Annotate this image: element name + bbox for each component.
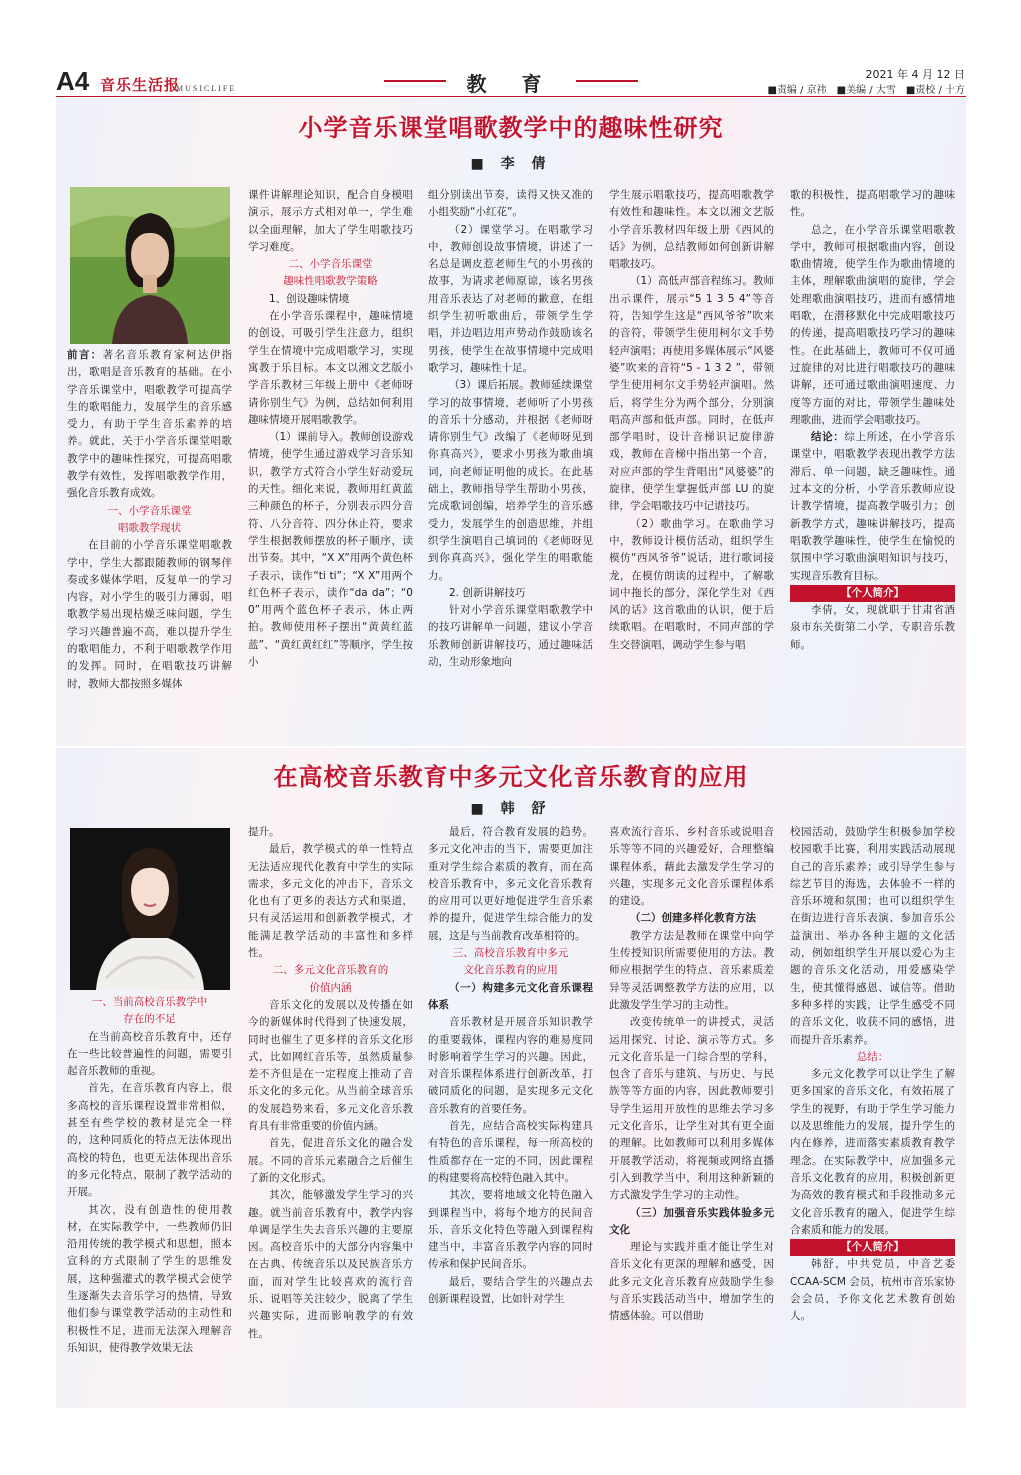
author-photo-han-shu [70,828,230,990]
paragraph: 音乐文化的发展以及传播在如今的新媒体时代得到了快速发展，同时也催生了更多样的音乐文化形式，比如网红音乐等，虽然质量参差不齐但是在一定程度上推动了音乐文化的多元化。从当前全球音乐的发展趋势来看，多元文化音乐教育具有非常重要的价值内涵。 [248,998,413,1133]
conclusion-label: 结论： [811,431,845,444]
paragraph: 总之，在小学音乐课堂唱歌教学中，教师可根据歌曲内容，创设歌曲情境，使学生作为歌曲情境的主体，理解歌曲演唱的旋律，学会处理歌曲演唱技巧，进而有感情地唱歌，在潜移默化中完成唱歌技巧的传递，提高唱歌技巧学习的趣味性。在此基础上，教师可不仅可通过旋律的对比进行唱歌技巧的趣味讲解，还可通过歌曲演唱速度、力度等方面的对比，带领学生趣味处理歌曲，进而学会唱歌技巧。 [790,223,955,426]
paragraph: 1、创设趣味情境 [269,292,350,305]
subheading: 二、小学音乐课堂 趣味性唱歌教学策略 [283,258,378,288]
paragraph: 针对小学音乐课堂唱歌教学中的技巧讲解单一问题，建议小学音乐教师创新讲解技巧，通过趣味活动，生动形象地向 [428,604,593,669]
article-1-column-5 [790,187,955,654]
paragraph: 首先，应结合高校实际构建具有特色的音乐课程，每一所高校的性质都存在一定的不同，因此课程的构建要将高校特色融入其中。 [428,1120,593,1184]
paragraph: 在当前高校音乐教育中，还存在一些比较普遍性的问题，需要引起音乐教师的重视。 [67,1030,232,1078]
subheading: 一、当前高校音乐教学中 存在的不足 [91,996,208,1026]
paragraph [67,347,232,503]
section-heading: （三）加强音乐实践体验多元文化 [609,1206,774,1236]
section-heading: （二）创建多样化教育方法 [630,912,756,925]
paragraph: 课件讲解理论知识，配合自身模唱演示，展示方式相对单一，学生难以全面理解，加大了学生唱歌技巧学习难度。 [248,189,413,253]
paragraph: 2. 创新讲解技巧 [449,586,526,599]
paragraph: 在目前的小学音乐课堂唱歌教学中，学生大都跟随教师的钢琴伴奏或多媒体学唱，反复单一的学习内容，对小学生的吸引力薄弱，唱歌教学易出现枯燥乏味问题，学生学习兴趣普遍不高，难以提升学生的歌唱能力，不利于唱歌教学作用的发挥。同时，在唱歌技巧讲解时，教师大都按照多媒体 [67,539,232,690]
paragraph-text: 综上所述，在小学音乐课堂中，唱歌教学表现出教学方法滞后、单一问题，缺乏趣味性。通过本文的分析，小学音乐教师应设计教学情境，提高教学吸引力；创新教学方式，趣味讲解技巧，提高唱歌教学趣味性，使学生在愉悦的氛围中学习歌曲演唱知识与技巧，实现音乐教育目标。 [790,431,955,582]
page-number: A4 [56,66,90,96]
paragraph: 喜欢流行音乐、乡村音乐或说唱音乐等等不同的兴趣爱好，合理整编课程体系，藉此去激发学生学习的兴趣，实现多元文化音乐课程体系的建设。 [609,826,774,908]
author-bio: 李倩，女，现就职于甘肃省酒泉市东关街第二小学，专职音乐教师。 [790,604,955,651]
article-2-column-3 [428,824,593,1308]
paragraph: 其次，能够激发学生学习的兴趣。就当前音乐教育中，教学内容单调是学生失去音乐兴趣的主要原因。高校音乐中的大部分内容集中在古典、传统音乐以及民族音乐方面，而对学生比较喜欢的流行音乐、说唱等关注较少，脱离了学生兴趣实际，进而影响教学的有效性。 [248,1189,413,1340]
paragraph: 最后，要结合学生的兴趣点去创新课程设置，比如针对学生 [428,1275,593,1306]
article-2-column-1 [67,994,232,1357]
paragraph [790,429,955,585]
paragraph: 学生展示唱歌技巧，提高唱歌教学有效性和趣味性。本文以湘文艺版小学音乐教材四年级上册《西风的话》为例，总结教师如何创新讲解唱歌技巧。 [609,189,774,271]
preface-label: 前言： [67,349,103,361]
paragraph: 音乐教材是开展音乐知识教学的重要载体，课程内容的难易度同时影响着学生学习的兴趣。因此，对音乐课程体系进行创新改革，打破同质化的问题，是实现多元文化音乐教育的首要任务。 [428,1016,593,1115]
paragraph: （2）歌曲学习。在歌曲学习中，教师设计模仿活动，组织学生模仿“西风爷爷”说话，进行歌词接龙，在模仿朗读的过程中，了解歌词中拖长的部分，深化学生对《西风的话》这首歌曲的认识，便于后续歌唱。在唱歌时，不同声部的学生交替演唱，调动学生参与唱 [609,517,774,651]
article-1-author: ■ 李 倩 [470,156,552,172]
issue-date: 2021 年 4 月 12 日 [865,68,965,81]
bio-heading: 【个人简介】 [790,585,955,602]
article-2-column-2 [248,824,413,1343]
article-1-title: 小学音乐课堂唱歌教学中的趣味性研究 [298,114,724,142]
article-2-column-4 [609,824,774,1326]
section-title: 教 育 [466,72,556,96]
bio-heading: 【个人简介】 [790,1239,955,1256]
paragraph: 其次，要将地域文化特色融入到课程当中，将每个地方的民间音乐、音乐文化特色等融入到课程构建当中，丰富音乐教学内容的同时传承和保护民间音乐。 [428,1189,593,1271]
article-1-column-4 [609,187,774,654]
paragraph: 在小学音乐课程中，趣味情境的创设，可吸引学生注意力，组织学生在情境中完成唱歌学习，实现寓教于乐目标。本文以湘文艺版小学音乐教材三年级上册中《老师呀请你别生气》为例，总结如何利用趣味情境开展唱歌教学。 [248,310,413,426]
section-heading: （一）构建多元文化音乐课程体系 [428,981,593,1011]
header-rule [56,96,966,97]
paragraph: 最后，教学模式的单一性特点无法适应现代化教育中学生的实际需求，多元文化的冲击下，音乐文化也有了更多的表达方式和渠道，只有灵活运用和创新教学模式，才能满足教学活动的丰富性和多样性。 [248,843,413,960]
paragraph: 提升。 [248,826,280,838]
paragraph: 首先，促进音乐文化的融合发展。不同的音乐元素融合之后催生了新的文化形式。 [248,1137,413,1184]
newspaper-name: 音乐生活报 [100,76,181,94]
paragraph-text: 著名音乐教育家柯达伊指出，歌唱是音乐教育的基础。在小学音乐课堂中，唱歌教学可提高学生的歌唱能力，发展学生的音乐感受力，有助于学生音乐素养的培养。就此，关于小学音乐课堂唱歌教学中的趣味性探究，可提高唱歌教学有效性，发挥唱歌教学作用，强化音乐教育成效。 [67,349,233,500]
subheading: 三、高校音乐教育中多元 文化音乐教育的应用 [452,947,569,977]
paragraph: 组分别读出节奏，读得又快又准的小组奖励“小红花”。 [428,189,593,219]
paragraph: （1）课前导入。教师创设游戏情境，使学生通过游戏学习音乐知识，教学方式符合小学生好动爱玩的天性。细化来说，教师用红黄蓝三种颜色的杯子，分别表示四分音符、八分音符、四分休止符，要求学生根据教师摆放的杯子顺序，读出节奏。其中，“X X”用两个黄色杯子表示，读作“ti ti”；“X X”用两个红色杯子表示，读作“da da”；“0 0”用两个蓝色杯子表示，休止两拍。教师使用杯子摆出“黄黄红蓝蓝”、“黄红黄红红”等顺序，学生按小 [248,431,413,669]
paragraph: （1）高低声部音程练习。教师出示课件，展示“5 1 3 5 4”等音符，告知学生这是“西风爷爷”吹来的音符，带领学生使用柯尔文手势轻声演唱；再使用多媒体展示“风婆婆”吹来的音符“5 - 1 3 2 ”，带领学生使用柯尔文手势轻声演唱。然后，将学生分为两个部分，分别演唱高声部和低声部。同时，在低声部学唱时，设计音梯识记旋律游戏，教师在音梯中指出第一个音，对应声部的学生背唱出“风婆婆”的旋律，使学生掌握低声部 LU 的旋律，学会唱歌技巧中记谱技巧。 [609,275,774,513]
author-bio: 韩舒，中共党员，中音艺委 CCAA-SCM 会员，杭州市音乐家协会会员，予你文化艺术教育创始人。 [790,1258,955,1323]
paragraph: 教学方法是教师在课堂中向学生传授知识所需要使用的方法。教师应根据学生的特点、音乐素质差异等灵活调整教学方法的应用，以此激发学生学习的主动性。 [609,929,774,1011]
article-1-column-3 [428,187,593,671]
article-2-title: 在高校音乐教育中多元文化音乐教育的应用 [273,763,749,791]
paragraph: 首先，在音乐教育内容上，很多高校的音乐课程设置非常相似，甚至有些学校的教材是完全一样的，这种同质化的特点无法体现出高校的特色，也更无法体现出音乐的多元化特点，限制了教学活动的开展。 [67,1082,232,1199]
summary-heading: 总结： [856,1050,889,1063]
paragraph: 改变传统单一的讲授式，灵活运用探究、讨论、演示等方式。多元文化音乐是一门综合型的学科，包含了音乐与建筑、与历史、与民族等等方面的内容，因此教师要引导学生运用开放性的思维去学习多元文化音乐，让学生对其有更全面的理解。比如教师可以利用多媒体开展教学活动，将视频或网络直播引入到教学当中，利用这种新颖的方式激发学生学习的主动性。 [609,1016,774,1202]
newspaper-english-name: MUSICLIFE [176,84,237,93]
paragraph: 最后，符合教育发展的趋势。多元文化冲击的当下，需要更加注重对学生综合素质的教育，而在高校音乐教育中，多元文化音乐教育的应用可以更好地促进学生音乐素养的提升，促进学生综合能力的发展，这是与当前教育改革相符的。 [428,826,593,942]
article-1-column-1 [67,347,232,693]
paragraph: 歌的积极性，提高唱歌学习的趣味性。 [790,189,955,219]
subheading: 二、多元文化音乐教育的 价值内涵 [272,964,389,994]
header-right-line [576,80,638,82]
paragraph: 多元文化教学可以让学生了解更多国家的音乐文化，有效拓展了学生的视野，有助于学生学习能力以及思维能力的发展，提升学生的内在修养，进而落实素质教育教学理念。在实际教学中，应加强多元音乐文化教育的应用，积极创新更为高效的教育模式和手段推动多元文化音乐教育的融入，促进学生综合素质和能力的发展。 [790,1068,955,1236]
paragraph: 校园活动，鼓励学生积极参加学校校园歌手比赛，利用实践活动展现自己的音乐素养；或引导学生参与综艺节目的海选，去体验不一样的音乐环境和氛围；也可以组织学生在街边进行音乐表演、参加音乐公益演出、举办各种主题的文化活动，例如组织学生开展以爱心为主题的音乐文化活动，用爱感染学生，使其懂得感恩、诚信等。借助多种多样的实践，让学生感受不同的音乐文化，收获不同的感悟，进而提升音乐素养。 [790,826,955,1046]
header-left-line [384,80,446,82]
article-2-column-5 [790,824,955,1326]
editor-credits: ■责编 / 京祎 ■美编 / 大雪 ■责校 / 十方 [767,85,965,96]
paragraph: （2）课堂学习。在唱歌学习中，教师创设故事情境，讲述了一名总是调皮惹老师生气的小男孩的故事，为请求老师原谅，该名男孩用音乐表达了对老师的歉意，在组织学生初听歌曲后，带领学生学唱，并边唱边用声势动作鼓励该名男孩，使学生在故事情境中完成唱歌学习，趣味性十足。 [428,223,593,374]
paragraph: 其次，没有创造性的使用教材，在实际教学中，一些教师仍旧沿用传统的教学模式和思想，照本宣科的方式限制了学生的思维发展，这种强灌式的教学模式会使学生逐渐失去音乐学习的热情，导致他们参与课堂教学活动的主动性和积极性不足，进而无法深入理解音乐知识，使得教学效果无法 [67,1203,232,1354]
article-1-column-2 [248,187,413,671]
subheading: 一、小学音乐课堂 唱歌教学现状 [107,504,192,534]
article-2-author: ■ 韩 舒 [470,801,552,817]
paragraph: （3）课后拓展。教师延续课堂学习的故事情境，老师听了小男孩的音乐十分感动，并根据《老师呀请你别生气》改编了《老师呀见到你真高兴》，要求小男孩为歌曲填词，向老师证明他的成长。在此基础上，教师指导学生帮助小男孩，完成歌词创编，培养学生的音乐感受力，发展学生的创造思维，并组织学生演唱自己填词的《老师呀见到你真高兴》，强化学生的唱歌能力。 [428,379,593,582]
paragraph: 理论与实践并重才能让学生对音乐文化有更深的理解和感受，因此多元文化音乐教育应鼓励学生参与音乐实践活动当中，增加学生的情感体验。可以借助 [609,1241,774,1323]
author-photo-li-qian [70,187,230,344]
